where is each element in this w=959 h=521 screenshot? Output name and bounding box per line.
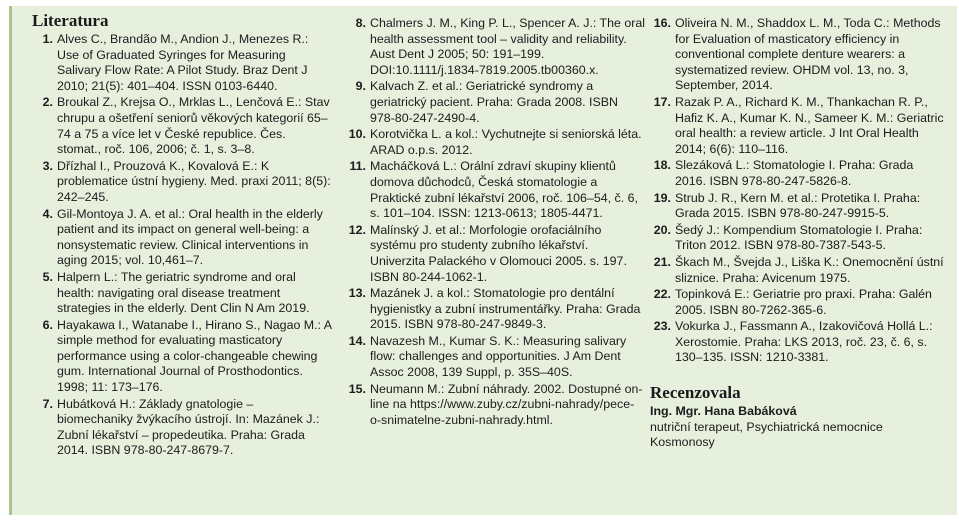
reference-item: 12. Malínský J. et al.: Morfologie orofaciálního systému pro studenty zubního lékařství. Univerzita Palackého v Olomouci 2005. s. 197. ISBN 80-244-1062-1.: [348, 222, 627, 284]
reference-item: 9. Kalvach Z. et al.: Geriatrické syndromy a geriatrický pacient. Praha: Grada 2008. ISBN 978-80-247-2490-4.: [355, 79, 618, 125]
literature-heading: Literatura: [32, 11, 109, 30]
reference-item: 22. Topinková E.: Geriatrie pro praxi. Praha: Galén 2005. ISBN 80-7262-365-6.: [653, 287, 932, 317]
reference-list: [32, 32, 332, 459]
literature-panel: [9, 6, 957, 515]
reference-item: 8. Chalmers J. M., King P. L., Spencer A. J.: The oral health assessment tool – validity and reliability. Aust Dent J 2005; 50: 191–199. DOI:10.1111/j.1834-7819.2005.tb00360.x.: [355, 16, 646, 77]
reference-item: 6. Hayakawa I., Watanabe I., Hirano S., Nagao M.: A simple method for evaluating masticatory performance using a color-changeable chewing gum. International Journal of Prosthodontics. 1998; 11: 173–176.: [42, 317, 332, 395]
reference-list: [650, 16, 946, 366]
reference-item: 20. Šedý J.: Kompendium Stomatologie I. Praha: Triton 2012. ISBN 978-80-7387-543-5.: [653, 222, 923, 253]
reference-item: 1. Alves C., Brandão M., Andion J., Menezes R.: Use of Graduated Syringes for Measuring Salivary Flow Rate: A Pilot Study. Braz Dent J 2010; 21(5): 401–404. ISSN 0103-6440.: [42, 32, 309, 93]
reviewer-heading: Recenzovala: [650, 383, 741, 403]
reference-item: 5. Halpern L.: The geriatric syndrome and oral health: navigating oral disease treatment strategies in the elderly. Dent Clin N Am 2019.: [42, 269, 310, 316]
reference-item: 14. Navazesh M., Kumar S. K.: Measuring salivary flow: challenges and opportunities. J Am Dent Assoc 2008, 139 Suppl, p. 35S–40S.: [348, 333, 627, 380]
reviewer-role: nutriční terapeut, Psychiatrická nemocnice Kosmonosy: [650, 419, 883, 450]
reviewer-name: Ing. Mgr. Hana Babáková: [650, 404, 797, 419]
reference-item: 10. Korotvička L. a kol.: Vychutnejte si seniorská léta. ARAD o.p.s. 2012.: [348, 127, 642, 157]
reference-item: 21. Škach M., Švejda J., Liška K.: Onemocnění ústní sliznice. Praha: Avicenum 1975.: [653, 254, 944, 285]
literature-column-3: [650, 16, 946, 451]
reference-item: 2. Broukal Z., Krejsa O., Mrklas L., Lenčová E.: Stav chrupu a ošetření seniorů věkových kategorií 65–74 a 75 a více let v České republice. Čes. stomat., roč. 106, 2006; č. 1, s. 3–8.: [42, 95, 330, 157]
reference-item: 18. Slezáková L.: Stomatologie I. Praha: Grada 2016. ISBN 978-80-247-5826-8.: [653, 158, 914, 188]
reference-item: 15. Neumann M.: Zubní náhrady. 2002. Dostupné on-line na https://www.zuby.cz/zubni-nahrady/pece-o-snimatelne-zubni-nahrady.html.: [348, 381, 643, 427]
reference-item: 4. Gil-Montoya J. A. et al.: Oral health in the elderly patient and its impact on general well-being: a nonsystematic review. Clinical interventions in aging 2015; vol. 10,461–7.: [42, 206, 323, 268]
literature-column-2: [345, 16, 645, 429]
reference-item: 17. Razak P. A., Richard K. M., Thankachan R. P., Hafiz K. A., Kumar K. N., Sameer K. M.: Geriatric oral health: a review article. J Int Oral Health 2014; 6(6): 110–116.: [653, 94, 944, 156]
reviewer-block: [650, 382, 946, 451]
reference-list: [345, 16, 645, 428]
reference-item: 11. Macháčková L.: Orální zdraví skupiny klientů domova důchodců, Česká stomatologie a Praktické zubní lékařství 2006, roč. 106–54, č. 6, s. 101–104. ISSN: 1213-0613; 1805-4471.: [349, 159, 638, 221]
reference-item: 7. Hubátková H.: Základy gnatologie – biomechaniky žvýkacího ústrojí. In: Mazánek J.: Zubní lékařství – propedeutika. Praha: Grada 2014. ISBN 978-80-247-8679-7.: [42, 396, 320, 458]
reference-item: 19. Strub J. R., Kern M. et al.: Protetika I. Praha: Grada 2015. ISBN 978-80-247-9915-5.: [653, 190, 921, 221]
reference-item: 13. Mazánek J. a kol.: Stomatologie pro dentální hygienistky a zubní instrumentářky. Praha: Grada 2015. ISBN 978-80-247-9849-3.: [348, 286, 641, 332]
reference-item: 23. Vokurka J., Fassmann A., Izakovičová Hollá L.: Xerostomie. Praha: LKS 2013, roč. 23, č. 6, s. 130–135. ISSN: 1210-3381.: [653, 319, 933, 365]
reference-item: 3. Dřízhal I., Prouzová K., Kovalová E.: K problematice ústní hygieny. Med. praxi 2011; 8(5): 242–245.: [42, 158, 331, 204]
reference-item: 16. Oliveira N. M., Shaddox L. M., Toda C.: Methods for Evaluation of masticatory efficiency in conventional complete denture wearers: a systematized review. OHDM vol. 13, no. 3, September, 2014.: [653, 16, 941, 93]
literature-column-1: [32, 10, 332, 460]
